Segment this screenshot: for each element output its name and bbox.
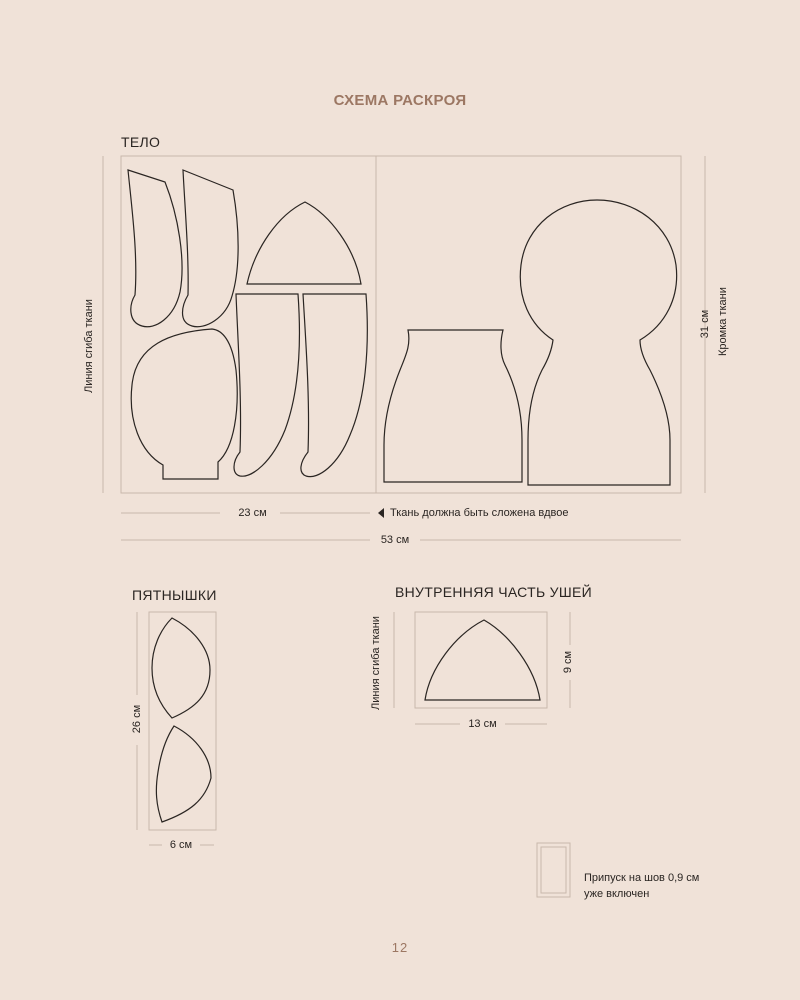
spots-section	[137, 612, 216, 845]
legend-line-1: Припуск на шов 0,9 см	[584, 872, 700, 884]
body-inner-width-label: 23 см	[238, 507, 267, 519]
ear-section-label: ВНУТРЕННЯЯ ЧАСТЬ УШЕЙ	[395, 584, 592, 600]
spots-height-label: 26 см	[131, 704, 143, 734]
pattern-piece-spot-2	[156, 726, 211, 822]
body-section	[103, 156, 705, 493]
ear-fold-line-label: Линия сгиба ткани	[370, 616, 382, 710]
body-fold-note: Ткань должна быть сложена вдвое	[390, 507, 569, 519]
pattern-piece-ear	[247, 202, 361, 284]
ear-fabric-frame	[415, 612, 547, 708]
pattern-piece-spot-1	[152, 618, 210, 718]
body-total-width-label: 53 см	[380, 534, 410, 546]
pattern-piece-oval	[131, 329, 237, 479]
spots-fabric-frame	[149, 612, 216, 830]
body-selvage-label: Кромка ткани	[717, 287, 729, 356]
body-height-label: 31 см	[699, 309, 711, 339]
ear-section	[394, 612, 570, 724]
body-section-label: ТЕЛО	[121, 134, 161, 150]
ear-height-label: 9 см	[562, 650, 574, 674]
pattern-piece-leg-1	[128, 170, 182, 327]
body-fabric-frame	[121, 156, 681, 493]
legend-swatch	[537, 843, 570, 897]
page-number: 12	[391, 940, 409, 955]
pattern-piece-head	[520, 200, 676, 485]
page-title: СХЕМА РАСКРОЯ	[333, 92, 467, 109]
pattern-piece-leg-2	[183, 170, 239, 327]
pattern-piece-leg-3	[234, 294, 299, 476]
legend-note	[584, 870, 699, 902]
fold-arrow-icon	[378, 508, 384, 518]
pattern-piece-inner-ear	[425, 620, 540, 700]
pattern-piece-leg-4	[301, 294, 367, 477]
spots-section-label: ПЯТНЫШКИ	[132, 587, 217, 603]
spots-width-label: 6 см	[169, 839, 193, 851]
body-fold-line-label: Линия сгиба ткани	[83, 299, 95, 393]
ear-width-label: 13 см	[468, 718, 497, 730]
pattern-piece-torso	[384, 330, 522, 482]
legend-line-2: уже включен	[584, 888, 650, 900]
